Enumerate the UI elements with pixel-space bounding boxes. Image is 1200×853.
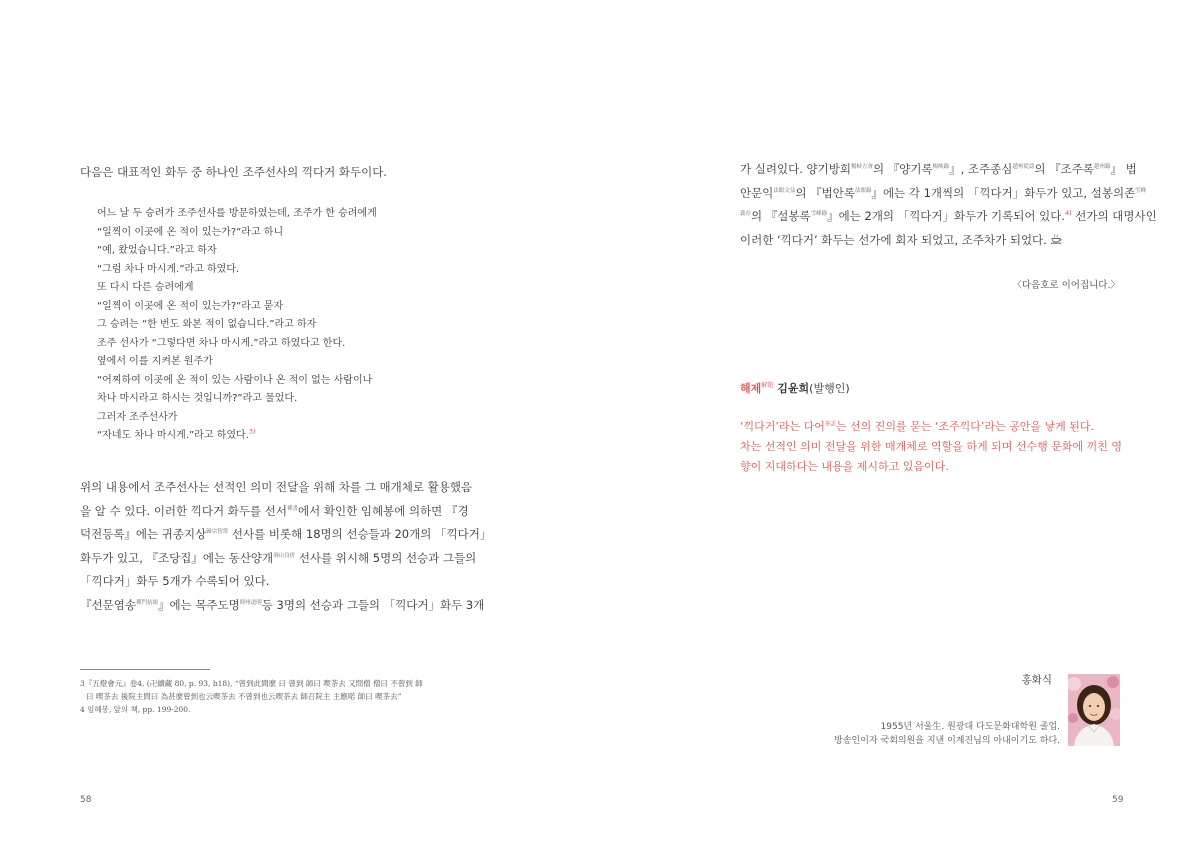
text-span: 』에는 각 1개씩의 「끽다거」화두가 있고, 설봉의존 xyxy=(871,185,1136,200)
text-span: 을 알 수 있다. 이러한 끽다거 화두를 선서 xyxy=(80,503,287,518)
commentary-author-role: (발행인) xyxy=(809,382,850,395)
footnote-divider xyxy=(80,669,210,670)
teacup-icon xyxy=(1050,234,1063,245)
text-span: 의 『양기록 xyxy=(872,162,933,176)
dialogue-line: 그러자 조주선사가 xyxy=(97,411,178,423)
hanja-gloss: 趙州從諗 xyxy=(1012,164,1035,171)
dialogue-line: 차나 마시라고 하시는 것입니까?”라고 물었다. xyxy=(97,393,298,404)
footnote: 3『五燈會元』卷4, (卍續藏 80, p. 93, b18), “曾到此間麼 曰 曾到 師曰 喫茶去 又問僧 僧曰 不曾到 師 xyxy=(80,679,423,688)
hanja-gloss: 義存 xyxy=(740,211,752,218)
hanja-gloss: 楊岐方會 xyxy=(850,164,873,171)
commentary-author: 김윤희 xyxy=(777,382,810,395)
text-span: 선가의 대명사인 xyxy=(1071,209,1157,223)
author-bio xyxy=(834,720,1060,748)
commentary-label: 해제 xyxy=(740,382,762,395)
text-span: 』 법 xyxy=(1110,162,1137,176)
body-line xyxy=(80,523,492,547)
commentary-label-hanja: 解題 xyxy=(761,382,774,390)
footnote: 4 임혜봉, 앞의 책, pp. 199-200. xyxy=(80,705,191,714)
body-line xyxy=(740,182,1147,206)
text-span: 는 선의 진의를 묻는 ‘조주끽다’라는 공안을 낳게 된다. xyxy=(835,420,1095,433)
body-line: 위의 내용에서 조주선사는 선적인 의미 전달을 위해 차를 그 매개체로 활용했음 xyxy=(80,480,473,494)
body-text-left xyxy=(80,476,492,617)
intro-text: 다음은 대표적인 화두 중 하나인 조주선사의 끽다거 화두이다. xyxy=(80,165,387,179)
text-span: 등 3명의 선승과 그들의 「끽다거」화두 3개 xyxy=(261,597,485,612)
text-span: 의 『법안록 xyxy=(795,185,855,200)
body-line xyxy=(80,547,477,571)
dialogue-line xyxy=(97,427,497,446)
dialogue-line: 또 다시 다른 승려에게 xyxy=(97,282,194,293)
commentary-line: 차는 선적인 의미 전달을 위한 매개체로 역할을 하게 되며 선수행 문화에 끼친 영 xyxy=(740,440,1122,453)
text-span: 화두가 있고, 『조당집』에는 동산양개 xyxy=(80,550,274,565)
body-line xyxy=(740,229,1122,253)
footnote: 曰 喫茶去 後院主問曰 為甚麼曾到也云喫茶去 不曾到也云喫茶去 師召院主 主應喏 師曰 喫茶去” xyxy=(86,692,402,701)
commentary-body xyxy=(740,417,1125,477)
text-span: 선사를 위시해 5명의 선승과 그들의 xyxy=(295,550,477,565)
dialogue-line: 옆에서 이를 지켜본 원주가 xyxy=(97,356,213,367)
hanja-gloss: 禪書 xyxy=(287,505,299,512)
hanja-gloss: 茶語 xyxy=(824,421,836,428)
text-span: 안문익 xyxy=(740,185,774,200)
dialogue-block xyxy=(97,205,497,446)
dialogue-line: “예, 왔었습니다.”라고 하자 xyxy=(97,245,217,256)
text-span: 의 『설봉록 xyxy=(751,209,811,223)
footnote-ref[interactable]: 3) xyxy=(248,427,256,436)
hanja-gloss: 雪峰錄 xyxy=(810,211,828,218)
hanja-gloss: 趙州錄 xyxy=(1093,164,1111,171)
dialogue-line: “일찍이 이곳에 온 적이 있는가?”라고 묻자 xyxy=(97,300,284,312)
text-span: 가 실려있다. 양기방회 xyxy=(740,162,851,176)
hanja-gloss: 歸宗智常 xyxy=(206,529,229,536)
hanja-gloss: 洞山良价 xyxy=(273,552,296,559)
body-line xyxy=(740,205,1157,229)
commentary-line: 향이 지대하다는 내용을 제시하고 있음이다. xyxy=(740,460,949,473)
body-line xyxy=(80,500,469,524)
author-photo xyxy=(1068,674,1120,746)
text-span: 』에는 2개의 「끽다거」화두가 기록되어 있다. xyxy=(827,209,1065,223)
continued-note: 〈다음호로 이어집니다.〉 xyxy=(1012,280,1120,291)
dialogue-line: 어느 날 두 승려가 조주선사를 방문하였는데, 조주가 한 승려에게 xyxy=(97,208,377,219)
hanja-gloss: 楊岐錄 xyxy=(932,164,950,171)
text-span: 덕전등록』에는 귀종지상 xyxy=(80,527,207,541)
portrait-image xyxy=(1068,674,1120,746)
hanja-gloss: 禪門拈頌 xyxy=(135,599,158,606)
commentary-header xyxy=(740,380,850,396)
bio-line: 방송인이자 국회의원을 지낸 이계진님의 아내이기도 하다. xyxy=(834,736,1060,746)
author-name: 홍화식 xyxy=(1021,674,1052,686)
bio-line: 1955년 서울生. 원광대 다도문화대학원 졸업. xyxy=(880,722,1060,732)
dialogue-line: 조주 선사가 “그렇다면 차나 마시게.”라고 하였다고 한다. xyxy=(97,337,346,349)
dialogue-text: “자네도 차나 마시게.”라고 하였다. xyxy=(97,430,249,441)
text-span: 』, 조주종심 xyxy=(949,162,1013,176)
text-span: ‘끽다거’라는 다어 xyxy=(740,420,825,433)
page-number: 59 xyxy=(1112,795,1124,805)
hanja-gloss: 法眼文益 xyxy=(773,187,796,194)
text-span: 선사를 비롯해 18명의 선승들과 20개의 「끽다거」 xyxy=(228,527,492,541)
footnotes xyxy=(80,677,480,716)
body-line xyxy=(740,158,1137,182)
right-page xyxy=(600,0,1200,853)
text-span: 이러한 ‘끽다거’ 화두는 선가에 회자 되었고, 조주차가 되었다. xyxy=(740,232,1047,247)
body-line xyxy=(80,594,485,618)
text-span: 『선문염송 xyxy=(80,597,136,612)
hanja-gloss: 睦州道明 xyxy=(239,599,262,606)
hanja-gloss: 雪峰 xyxy=(1135,187,1147,194)
dialogue-line: “그럼 차나 마시게.”라고 하였다. xyxy=(97,263,240,275)
text-span: 에서 확인한 임혜봉에 의하면 『경 xyxy=(298,503,469,518)
hanja-gloss: 法眼錄 xyxy=(854,187,872,194)
dialogue-line: 그 승려는 “한 번도 와본 적이 없습니다.”라고 하자 xyxy=(97,319,317,330)
dialogue-line: “일찍이 이곳에 온 적이 있는가?”라고 하니 xyxy=(97,226,284,238)
footnote-ref[interactable]: 4) xyxy=(1064,209,1072,218)
commentary-line xyxy=(740,417,1125,437)
page-number: 58 xyxy=(80,795,92,805)
text-span: 의 『조주록 xyxy=(1034,162,1094,176)
body-line: 「끽다거」화두 5개가 수록되어 있다. xyxy=(80,574,270,588)
body-text-right xyxy=(740,158,1157,252)
dialogue-line: “어찌하여 이곳에 온 적이 있는 사람이나 온 적이 없는 사람이나 xyxy=(97,374,373,386)
text-span: 』에는 목주도명 xyxy=(157,597,240,612)
